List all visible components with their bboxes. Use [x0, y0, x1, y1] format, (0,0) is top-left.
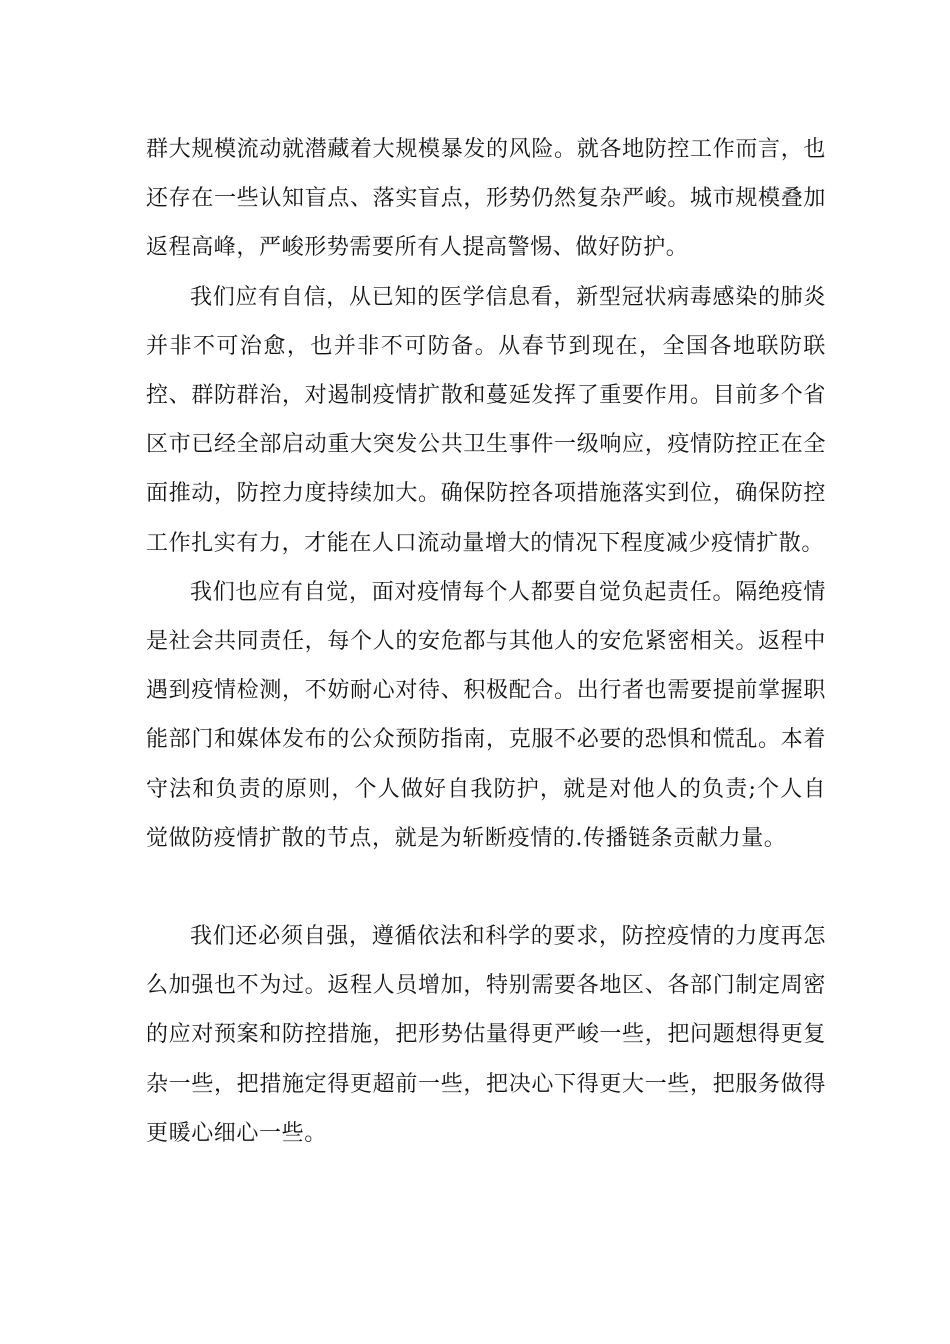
- paragraph-self-awareness: 我们也应有自觉，面对疫情每个人都要自觉负起责任。隔绝疫情是社会共同责任，每个人的安危都与其他人的安危紧密相关。返程中遇到疫情检测，不妨耐心对待、积极配合。出行者也需要提前掌握职能部门和媒体发布的公众预防指南，克服不必要的恐惧和慌乱。本着守法和负责的原则，个人做好自我防护，就是对他人的负责;个人自觉做防疫情扩散的节点，就是为斩断疫情的.传播链条贡献力量。: [146, 579, 826, 851]
- paragraph-continuation: 群大规模流动就潜藏着大规模暴发的风险。就各地防控工作而言，也还存在一些认知盲点、落实盲点，形势仍然复杂严峻。城市规模叠加返程高峰，严峻形势需要所有人提高警惕、做好防护。: [146, 137, 826, 261]
- paragraph-self-strength: 我们还必须自强，遵循依法和科学的要求，防控疫情的力度再怎么加强也不为过。返程人员增加，特别需要各地区、各部门制定周密的应对预案和防控措施，把形势估量得更严峻一些，把问题想得更复杂一些，把措施定得更超前一些，把决心下得更大一些，把服务做得更暖心细心一些。: [146, 924, 826, 1146]
- paragraph-spacer: [146, 863, 826, 912]
- document-body: [146, 125, 826, 1158]
- paragraph-confidence: 我们应有自信，从已知的医学信息看，新型冠状病毒感染的肺炎并非不可治愈，也并非不可防备。从春节到现在，全国各地联防联控、群防群治，对遏制疫情扩散和蔓延发挥了重要作用。目前多个省区市已经全部启动重大突发公共卫生事件一级响应，疫情防控正在全面推动，防控力度持续加大。确保防控各项措施落实到位，确保防控工作扎实有力，才能在人口流动量增大的情况下程度减少疫情扩散。: [146, 284, 826, 556]
